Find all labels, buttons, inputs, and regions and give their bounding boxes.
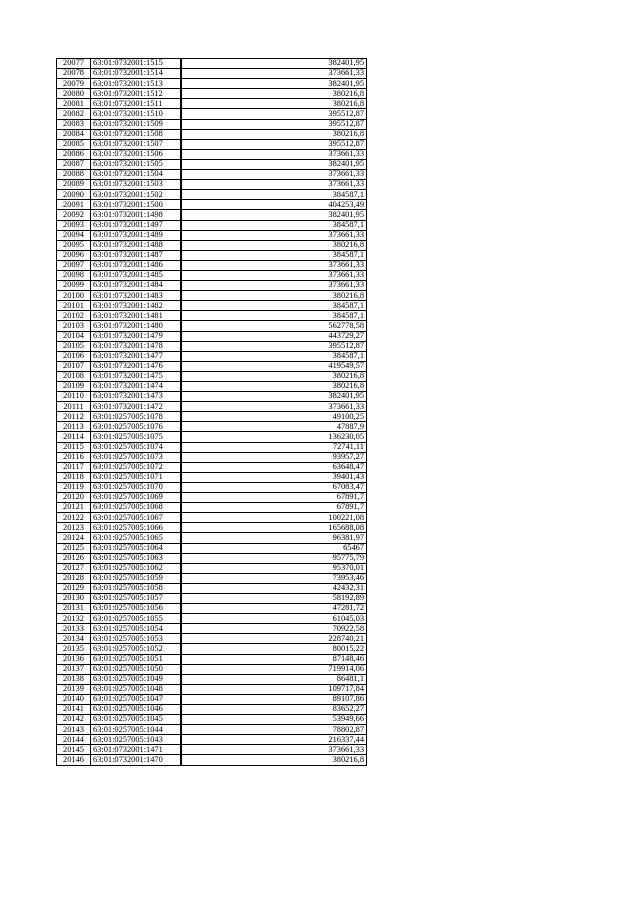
table-row [57, 472, 367, 482]
table-row [57, 604, 367, 614]
cadastral-number-cell: 63:01:0732001:1475 [91, 371, 182, 381]
row-number-cell: 20083 [57, 119, 91, 129]
row-number-cell: 20116 [57, 452, 91, 462]
row-number-cell: 20104 [57, 331, 91, 341]
table-row [57, 422, 367, 432]
table-row [57, 170, 367, 180]
cadastral-value-cell: 562778,58 [181, 321, 367, 331]
cadastral-value-cell: 380216,8 [181, 240, 367, 250]
table-row [57, 583, 367, 593]
table-row [57, 129, 367, 139]
row-number-cell: 20134 [57, 634, 91, 644]
cadastral-value-cell: 78802,87 [181, 725, 367, 735]
cadastral-number-cell: 63:01:0732001:1510 [91, 109, 182, 119]
table-row [57, 79, 367, 89]
cadastral-value-cell: 384587,1 [181, 311, 367, 321]
cadastral-number-cell: 63:01:0732001:1480 [91, 321, 182, 331]
cadastral-value-cell: 93957,27 [181, 452, 367, 462]
cadastral-value-cell: 395512,87 [181, 119, 367, 129]
cadastral-number-cell: 63:01:0257005:1070 [91, 482, 182, 492]
cadastral-value-cell: 384587,1 [181, 351, 367, 361]
table-row [57, 593, 367, 603]
table-row [57, 654, 367, 664]
cadastral-value-cell: 382401,95 [181, 210, 367, 220]
row-number-cell: 20124 [57, 533, 91, 543]
row-number-cell: 20084 [57, 129, 91, 139]
cadastral-value-cell: 373661,33 [181, 149, 367, 159]
table-row [57, 513, 367, 523]
row-number-cell: 20117 [57, 462, 91, 472]
row-number-cell: 20090 [57, 190, 91, 200]
table-row [57, 311, 367, 321]
cadastral-number-cell: 63:01:0257005:1067 [91, 513, 182, 523]
cadastral-value-cell: 70922,58 [181, 624, 367, 634]
table-row [57, 573, 367, 583]
row-number-cell: 20121 [57, 503, 91, 513]
row-number-cell: 20120 [57, 493, 91, 503]
row-number-cell: 20099 [57, 281, 91, 291]
cadastral-value-cell: 89107,86 [181, 694, 367, 704]
table-row [57, 543, 367, 553]
table-row [57, 159, 367, 169]
table-row [57, 260, 367, 270]
row-number-cell: 20078 [57, 69, 91, 79]
cadastral-number-cell: 63:01:0732001:1502 [91, 190, 182, 200]
row-number-cell: 20096 [57, 250, 91, 260]
row-number-cell: 20130 [57, 593, 91, 603]
row-number-cell: 20141 [57, 705, 91, 715]
cadastral-value-cell: 443729,27 [181, 331, 367, 341]
cadastral-value-cell: 80015,22 [181, 644, 367, 654]
cadastral-value-cell: 380216,8 [181, 755, 367, 765]
cadastral-number-cell: 63:01:0257005:1049 [91, 674, 182, 684]
row-number-cell: 20122 [57, 513, 91, 523]
table-row [57, 553, 367, 563]
cadastral-number-cell: 63:01:0257005:1076 [91, 422, 182, 432]
cadastral-value-cell: 384587,1 [181, 220, 367, 230]
cadastral-value-cell: 47887,9 [181, 422, 367, 432]
table-row [57, 270, 367, 280]
row-number-cell: 20097 [57, 260, 91, 270]
cadastral-number-cell: 63:01:0732001:1497 [91, 220, 182, 230]
cadastral-value-cell: 719914,06 [181, 664, 367, 674]
table-row [57, 119, 367, 129]
cadastral-value-cell: 395512,87 [181, 109, 367, 119]
cadastral-number-cell: 63:01:0732001:1512 [91, 89, 182, 99]
table-row [57, 735, 367, 745]
cadastral-value-table [56, 58, 367, 766]
cadastral-value-cell: 373661,33 [181, 270, 367, 280]
cadastral-number-cell: 63:01:0732001:1471 [91, 745, 182, 755]
cadastral-number-cell: 63:01:0257005:1056 [91, 604, 182, 614]
row-number-cell: 20081 [57, 99, 91, 109]
cadastral-number-cell: 63:01:0257005:1075 [91, 432, 182, 442]
table-body [57, 59, 367, 766]
row-number-cell: 20102 [57, 311, 91, 321]
row-number-cell: 20087 [57, 159, 91, 169]
cadastral-number-cell: 63:01:0257005:1064 [91, 543, 182, 553]
table-row [57, 392, 367, 402]
table-row [57, 99, 367, 109]
row-number-cell: 20135 [57, 644, 91, 654]
cadastral-number-cell: 63:01:0257005:1046 [91, 705, 182, 715]
row-number-cell: 20091 [57, 200, 91, 210]
cadastral-value-cell: 382401,95 [181, 392, 367, 402]
cadastral-value-cell: 373661,33 [181, 745, 367, 755]
table-row [57, 694, 367, 704]
cadastral-number-cell: 63:01:0732001:1485 [91, 270, 182, 280]
row-number-cell: 20098 [57, 270, 91, 280]
cadastral-number-cell: 63:01:0732001:1473 [91, 392, 182, 402]
row-number-cell: 20140 [57, 694, 91, 704]
cadastral-number-cell: 63:01:0257005:1073 [91, 452, 182, 462]
cadastral-number-cell: 63:01:0732001:1486 [91, 260, 182, 270]
cadastral-number-cell: 63:01:0732001:1470 [91, 755, 182, 765]
cadastral-value-cell: 419549,57 [181, 361, 367, 371]
cadastral-number-cell: 63:01:0257005:1054 [91, 624, 182, 634]
cadastral-value-cell: 380216,8 [181, 291, 367, 301]
row-number-cell: 20107 [57, 361, 91, 371]
row-number-cell: 20119 [57, 482, 91, 492]
cadastral-value-cell: 373661,33 [181, 69, 367, 79]
cadastral-number-cell: 63:01:0732001:1514 [91, 69, 182, 79]
table-row [57, 190, 367, 200]
table-row [57, 614, 367, 624]
table-row [57, 89, 367, 99]
cadastral-number-cell: 63:01:0257005:1062 [91, 563, 182, 573]
table-row [57, 503, 367, 513]
cadastral-number-cell: 63:01:0732001:1477 [91, 351, 182, 361]
table-row [57, 301, 367, 311]
cadastral-value-cell: 73953,46 [181, 573, 367, 583]
cadastral-value-cell: 380216,8 [181, 99, 367, 109]
row-number-cell: 20094 [57, 230, 91, 240]
row-number-cell: 20132 [57, 614, 91, 624]
cadastral-number-cell: 63:01:0732001:1498 [91, 210, 182, 220]
cadastral-number-cell: 63:01:0732001:1479 [91, 331, 182, 341]
row-number-cell: 20086 [57, 149, 91, 159]
cadastral-value-cell: 67891,7 [181, 503, 367, 513]
cadastral-number-cell: 63:01:0257005:1055 [91, 614, 182, 624]
cadastral-value-cell: 373661,33 [181, 170, 367, 180]
cadastral-value-cell: 47281,72 [181, 604, 367, 614]
row-number-cell: 20143 [57, 725, 91, 735]
row-number-cell: 20133 [57, 624, 91, 634]
cadastral-number-cell: 63:01:0257005:1051 [91, 654, 182, 664]
cadastral-value-cell: 67891,7 [181, 493, 367, 503]
cadastral-number-cell: 63:01:0257005:1072 [91, 462, 182, 472]
cadastral-number-cell: 63:01:0732001:1511 [91, 99, 182, 109]
cadastral-value-cell: 380216,8 [181, 129, 367, 139]
table-row [57, 331, 367, 341]
cadastral-value-cell: 380216,8 [181, 371, 367, 381]
cadastral-number-cell: 63:01:0732001:1481 [91, 311, 182, 321]
table-row [57, 210, 367, 220]
cadastral-number-cell: 63:01:0257005:1045 [91, 715, 182, 725]
row-number-cell: 20109 [57, 382, 91, 392]
row-number-cell: 20103 [57, 321, 91, 331]
row-number-cell: 20106 [57, 351, 91, 361]
table-row [57, 180, 367, 190]
cadastral-value-cell: 87148,46 [181, 654, 367, 664]
cadastral-number-cell: 63:01:0732001:1484 [91, 281, 182, 291]
row-number-cell: 20101 [57, 301, 91, 311]
row-number-cell: 20136 [57, 654, 91, 664]
table-row [57, 533, 367, 543]
table-row [57, 715, 367, 725]
cadastral-value-cell: 72741,11 [181, 442, 367, 452]
cadastral-number-cell: 63:01:0257005:1053 [91, 634, 182, 644]
row-number-cell: 20123 [57, 523, 91, 533]
cadastral-value-cell: 95775,79 [181, 553, 367, 563]
cadastral-value-cell: 373661,33 [181, 402, 367, 412]
cadastral-number-cell: 63:01:0732001:1509 [91, 119, 182, 129]
cadastral-value-cell: 404253,49 [181, 200, 367, 210]
row-number-cell: 20093 [57, 220, 91, 230]
cadastral-number-cell: 63:01:0257005:1059 [91, 573, 182, 583]
cadastral-number-cell: 63:01:0257005:1074 [91, 442, 182, 452]
row-number-cell: 20139 [57, 684, 91, 694]
table-row [57, 684, 367, 694]
row-number-cell: 20088 [57, 170, 91, 180]
cadastral-number-cell: 63:01:0732001:1507 [91, 139, 182, 149]
cadastral-value-cell: 96381,97 [181, 533, 367, 543]
cadastral-value-cell: 67083,47 [181, 482, 367, 492]
table-row [57, 705, 367, 715]
cadastral-number-cell: 63:01:0257005:1044 [91, 725, 182, 735]
cadastral-number-cell: 63:01:0732001:1482 [91, 301, 182, 311]
row-number-cell: 20095 [57, 240, 91, 250]
row-number-cell: 20125 [57, 543, 91, 553]
cadastral-number-cell: 63:01:0732001:1474 [91, 382, 182, 392]
table-row [57, 442, 367, 452]
cadastral-number-cell: 63:01:0732001:1489 [91, 230, 182, 240]
cadastral-value-cell: 65467 [181, 543, 367, 553]
row-number-cell: 20108 [57, 371, 91, 381]
cadastral-number-cell: 63:01:0732001:1506 [91, 149, 182, 159]
cadastral-number-cell: 63:01:0257005:1071 [91, 472, 182, 482]
cadastral-number-cell: 63:01:0257005:1065 [91, 533, 182, 543]
cadastral-value-cell: 49100,25 [181, 412, 367, 422]
cadastral-value-cell: 63648,47 [181, 462, 367, 472]
cadastral-number-cell: 63:01:0732001:1500 [91, 200, 182, 210]
cadastral-value-cell: 373661,33 [181, 281, 367, 291]
table-row [57, 250, 367, 260]
cadastral-number-cell: 63:01:0257005:1068 [91, 503, 182, 513]
cadastral-value-cell: 58192,89 [181, 593, 367, 603]
cadastral-value-cell: 42432,31 [181, 583, 367, 593]
table-row [57, 674, 367, 684]
row-number-cell: 20092 [57, 210, 91, 220]
cadastral-number-cell: 63:01:0732001:1487 [91, 250, 182, 260]
table-row [57, 371, 367, 381]
cadastral-value-cell: 382401,95 [181, 79, 367, 89]
cadastral-value-cell: 373661,33 [181, 230, 367, 240]
cadastral-number-cell: 63:01:0257005:1052 [91, 644, 182, 654]
table-row [57, 634, 367, 644]
cadastral-number-cell: 63:01:0732001:1504 [91, 170, 182, 180]
row-number-cell: 20100 [57, 291, 91, 301]
table-row [57, 563, 367, 573]
cadastral-value-cell: 95370,01 [181, 563, 367, 573]
cadastral-number-cell: 63:01:0257005:1048 [91, 684, 182, 694]
cadastral-value-cell: 53949,66 [181, 715, 367, 725]
cadastral-number-cell: 63:01:0732001:1505 [91, 159, 182, 169]
table-row [57, 321, 367, 331]
table-row [57, 281, 367, 291]
row-number-cell: 20112 [57, 412, 91, 422]
cadastral-number-cell: 63:01:0732001:1515 [91, 59, 182, 69]
row-number-cell: 20110 [57, 392, 91, 402]
cadastral-number-cell: 63:01:0732001:1476 [91, 361, 182, 371]
row-number-cell: 20131 [57, 604, 91, 614]
cadastral-value-cell: 39401,43 [181, 472, 367, 482]
row-number-cell: 20129 [57, 583, 91, 593]
cadastral-number-cell: 63:01:0257005:1063 [91, 553, 182, 563]
cadastral-number-cell: 63:01:0732001:1478 [91, 341, 182, 351]
table-row [57, 452, 367, 462]
table-row [57, 200, 367, 210]
cadastral-value-cell: 384587,1 [181, 250, 367, 260]
table-row [57, 644, 367, 654]
cadastral-value-cell: 384587,1 [181, 190, 367, 200]
row-number-cell: 20128 [57, 573, 91, 583]
row-number-cell: 20137 [57, 664, 91, 674]
table-row [57, 523, 367, 533]
cadastral-number-cell: 63:01:0732001:1483 [91, 291, 182, 301]
table-row [57, 755, 367, 765]
cadastral-value-cell: 61045,03 [181, 614, 367, 624]
table-row [57, 361, 367, 371]
cadastral-value-cell: 100221,08 [181, 513, 367, 523]
cadastral-value-cell: 384587,1 [181, 301, 367, 311]
cadastral-number-cell: 63:01:0732001:1508 [91, 129, 182, 139]
cadastral-number-cell: 63:01:0732001:1488 [91, 240, 182, 250]
row-number-cell: 20118 [57, 472, 91, 482]
cadastral-value-cell: 382401,95 [181, 59, 367, 69]
table-row [57, 69, 367, 79]
cadastral-number-cell: 63:01:0257005:1058 [91, 583, 182, 593]
row-number-cell: 20089 [57, 180, 91, 190]
cadastral-number-cell: 63:01:0257005:1047 [91, 694, 182, 704]
cadastral-value-cell: 165688,08 [181, 523, 367, 533]
table-row [57, 341, 367, 351]
row-number-cell: 20105 [57, 341, 91, 351]
row-number-cell: 20085 [57, 139, 91, 149]
row-number-cell: 20079 [57, 79, 91, 89]
cadastral-value-cell: 395512,87 [181, 341, 367, 351]
table-row [57, 402, 367, 412]
row-number-cell: 20127 [57, 563, 91, 573]
row-number-cell: 20144 [57, 735, 91, 745]
row-number-cell: 20138 [57, 674, 91, 684]
cadastral-number-cell: 63:01:0257005:1078 [91, 412, 182, 422]
table-row [57, 664, 367, 674]
cadastral-value-cell: 136230,05 [181, 432, 367, 442]
table-row [57, 220, 367, 230]
cadastral-value-cell: 380216,8 [181, 382, 367, 392]
row-number-cell: 20146 [57, 755, 91, 765]
cadastral-number-cell: 63:01:0257005:1057 [91, 593, 182, 603]
table-row [57, 382, 367, 392]
table-row [57, 412, 367, 422]
table-row [57, 432, 367, 442]
table-row [57, 745, 367, 755]
cadastral-value-cell: 380216,8 [181, 89, 367, 99]
row-number-cell: 20082 [57, 109, 91, 119]
cadastral-value-cell: 228740,21 [181, 634, 367, 644]
cadastral-number-cell: 63:01:0732001:1503 [91, 180, 182, 190]
cadastral-number-cell: 63:01:0732001:1472 [91, 402, 182, 412]
table-row [57, 351, 367, 361]
cadastral-value-cell: 86481,1 [181, 674, 367, 684]
table-row [57, 493, 367, 503]
row-number-cell: 20113 [57, 422, 91, 432]
row-number-cell: 20115 [57, 442, 91, 452]
table-row [57, 149, 367, 159]
cadastral-value-cell: 216337,44 [181, 735, 367, 745]
row-number-cell: 20114 [57, 432, 91, 442]
cadastral-number-cell: 63:01:0257005:1043 [91, 735, 182, 745]
cadastral-number-cell: 63:01:0257005:1050 [91, 664, 182, 674]
row-number-cell: 20142 [57, 715, 91, 725]
cadastral-number-cell: 63:01:0732001:1513 [91, 79, 182, 89]
table-row [57, 482, 367, 492]
cadastral-number-cell: 63:01:0257005:1066 [91, 523, 182, 533]
table-row [57, 462, 367, 472]
cadastral-value-cell: 382401,95 [181, 159, 367, 169]
row-number-cell: 20111 [57, 402, 91, 412]
table-row [57, 725, 367, 735]
cadastral-number-cell: 63:01:0257005:1069 [91, 493, 182, 503]
table-row [57, 624, 367, 634]
table-row [57, 240, 367, 250]
cadastral-value-cell: 83652,27 [181, 705, 367, 715]
cadastral-value-cell: 373661,33 [181, 180, 367, 190]
row-number-cell: 20126 [57, 553, 91, 563]
table-row [57, 109, 367, 119]
table-row [57, 230, 367, 240]
cadastral-value-cell: 109717,84 [181, 684, 367, 694]
cadastral-value-cell: 395512,87 [181, 139, 367, 149]
table-row [57, 59, 367, 69]
cadastral-value-cell: 373661,33 [181, 260, 367, 270]
row-number-cell: 20145 [57, 745, 91, 755]
table-row [57, 139, 367, 149]
row-number-cell: 20077 [57, 59, 91, 69]
row-number-cell: 20080 [57, 89, 91, 99]
table-row [57, 291, 367, 301]
